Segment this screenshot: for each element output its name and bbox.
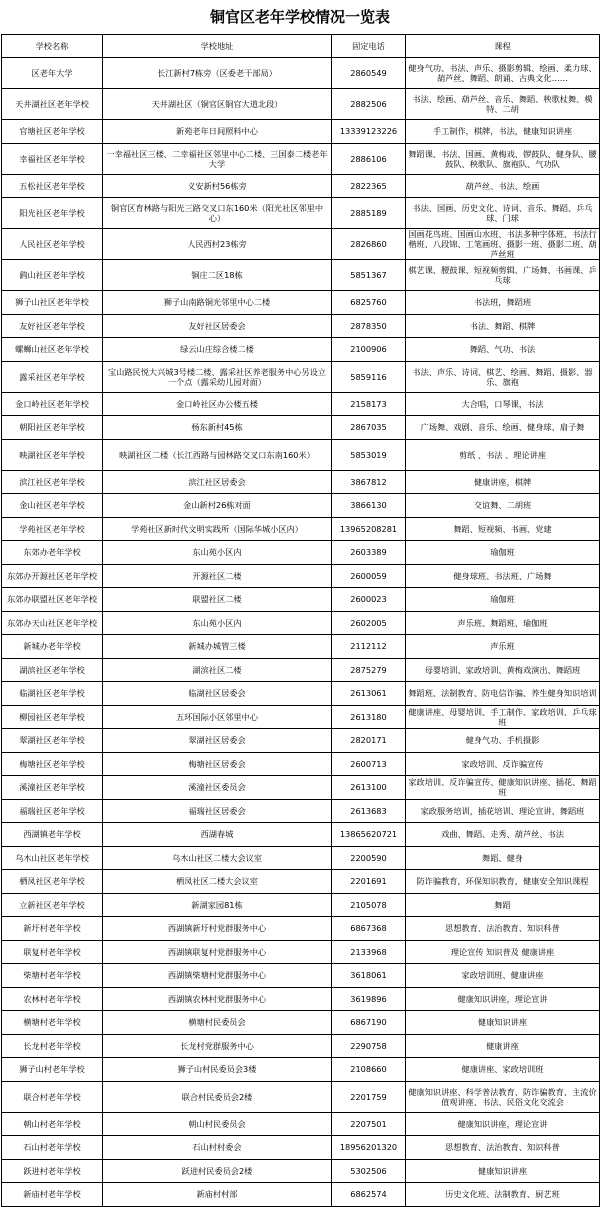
address-cell: 长龙村党群服务中心 [103,1034,332,1058]
table-row [2,846,600,870]
phone-cell: 2822365 [332,174,406,198]
courses-cell: 健康讲座、家政培训班 [406,1058,600,1082]
table-row [2,1058,600,1082]
phone-cell: 2878350 [332,314,406,338]
phone-cell: 18956201320 [332,1136,406,1160]
school-name-cell: 东郊办天山社区老年学校 [2,611,103,635]
phone-cell: 2600059 [332,564,406,588]
address-cell: 狮子山村民委员会3楼 [103,1058,332,1082]
phone-cell: 2613180 [332,705,406,729]
courses-cell: 舞蹈课、书法、国画、黄梅戏、锣鼓队、健身队、腰鼓队、秧歌队、旗袍队、气功队 [406,143,600,174]
phone-cell: 2201691 [332,870,406,894]
courses-cell: 家政服务培训，插花培训、理论宣讲、舞蹈班 [406,799,600,823]
courses-cell: 舞蹈 [406,893,600,917]
courses-cell: 历史文化班、法制教育、厨艺班 [406,1183,600,1207]
courses-cell: 健康知识讲座，理论宣讲 [406,987,600,1011]
courses-cell: 戏曲、舞蹈、走秀、葫芦丝、书法 [406,823,600,847]
header-name: 学校名称 [2,35,103,58]
school-name-cell: 阳光社区老年学校 [2,198,103,229]
courses-cell: 思想教育、法治教育、知识科普 [406,917,600,941]
address-cell: 石山村村委会 [103,1136,332,1160]
table-row [2,635,600,659]
address-cell: 西湖镇新圩村党群服务中心 [103,917,332,941]
table-row [2,439,600,470]
address-cell: 滨江社区居委会 [103,470,332,494]
school-name-cell: 立新社区老年学校 [2,893,103,917]
courses-cell: 书法、声乐、诗词、棋艺、绘画、舞蹈、摄影、器乐、旗袍 [406,361,600,392]
school-name-cell: 露采社区老年学校 [2,361,103,392]
table-row [2,682,600,706]
courses-cell: 健康知识讲座 [406,1159,600,1183]
school-name-cell: 金山社区老年学校 [2,494,103,518]
address-cell: 梅塘社区居委会 [103,752,332,776]
courses-cell: 舞蹈、健身 [406,846,600,870]
phone-cell: 2613061 [332,682,406,706]
courses-cell: 声乐班 [406,635,600,659]
table-row [2,799,600,823]
address-cell: 金口岭社区办公楼五楼 [103,392,332,416]
school-name-cell: 人民社区老年学校 [2,229,103,260]
courses-cell: 家政培训、反诈骗宣传 [406,752,600,776]
school-name-cell: 滨江社区老年学校 [2,470,103,494]
phone-cell: 6825760 [332,291,406,315]
address-cell: 联盟社区二楼 [103,588,332,612]
table-row [2,658,600,682]
school-name-cell: 幸福社区老年学校 [2,143,103,174]
school-name-cell: 东郊办联盟社区老年学校 [2,588,103,612]
school-name-cell: 东郊办开源社区老年学校 [2,564,103,588]
courses-cell: 健康讲座，棋牌 [406,470,600,494]
table-row [2,705,600,729]
address-cell: 临湖社区居委会 [103,682,332,706]
school-name-cell: 栖凤社区老年学校 [2,870,103,894]
courses-cell: 葫芦丝、书法、绘画 [406,174,600,198]
header-courses: 课程 [406,35,600,58]
address-cell: 铜官区育林路与阳光三路交叉口东160米（阳光社区邻里中心） [103,198,332,229]
courses-cell: 健康讲座 [406,1034,600,1058]
school-name-cell: 翠湖社区老年学校 [2,729,103,753]
courses-cell: 舞蹈、气功、书法 [406,338,600,362]
address-cell: 联合村民委员会2楼 [103,1081,332,1112]
phone-cell: 2860549 [332,58,406,89]
address-cell: 栖凤社区二楼大会议室 [103,870,332,894]
phone-cell: 13339123226 [332,120,406,144]
address-cell: 西湖镇柴塘村党群服务中心 [103,964,332,988]
table-body [2,58,600,1207]
table-row [2,1034,600,1058]
address-cell: 绿云山庄综合楼二楼 [103,338,332,362]
school-name-cell: 映湖社区老年学校 [2,439,103,470]
table-row [2,1081,600,1112]
table-row [2,416,600,440]
courses-cell: 健身气功、书法、声乐、摄影剪辑、绘画、柔力球、葫芦丝、舞蹈、朗诵、古典文化…… [406,58,600,89]
table-row [2,823,600,847]
courses-cell: 防诈骗教育，环保知识教育，健康安全知识课程 [406,870,600,894]
school-name-cell: 五松社区老年学校 [2,174,103,198]
address-cell: 一幸福社区三楼、二幸福社区邻里中心二楼、三国泰二楼老年大学 [103,143,332,174]
courses-cell: 舞蹈班、法制教育、防电信诈骗、养生健身知识培训 [406,682,600,706]
page-title: 铜官区老年学校情况一览表 [209,8,390,26]
address-cell: 西湖镇农林村党群服务中心 [103,987,332,1011]
phone-cell: 2820171 [332,729,406,753]
phone-cell: 2207501 [332,1112,406,1136]
table-row [2,1183,600,1207]
courses-cell: 书法、绘画、葫芦丝、音乐、舞蹈、秧歌杖舞、模特、二胡 [406,89,600,120]
courses-cell: 健康知识讲座，理论宣讲 [406,1112,600,1136]
phone-cell: 2875279 [332,658,406,682]
phone-cell: 5851367 [332,260,406,291]
address-cell: 新苑老年日间照料中心 [103,120,332,144]
phone-cell: 2613683 [332,799,406,823]
phone-cell: 13965208281 [332,517,406,541]
school-name-cell: 金口岭社区老年学校 [2,392,103,416]
address-cell: 五环国际小区邻里中心 [103,705,332,729]
phone-cell: 2826860 [332,229,406,260]
phone-cell: 2602005 [332,611,406,635]
phone-cell: 6862574 [332,1183,406,1207]
address-cell: 友好社区居委会 [103,314,332,338]
address-cell: 宝山路民悦大兴城3号楼二楼、露采社区养老服务中心另设立一个点（露采幼儿园对面） [103,361,332,392]
phone-cell: 2885189 [332,198,406,229]
table-row [2,1136,600,1160]
table-row [2,120,600,144]
table-row [2,1159,600,1183]
address-cell: 铜庄二区18栋 [103,260,332,291]
school-name-cell: 柳园社区老年学校 [2,705,103,729]
table-row [2,314,600,338]
school-name-cell: 溪潼社区老年学校 [2,776,103,800]
address-cell: 乌木山社区二楼大会议室 [103,846,332,870]
school-name-cell: 狮子山社区老年学校 [2,291,103,315]
table-row [2,517,600,541]
header-address: 学校地址 [103,35,332,58]
phone-cell: 2613100 [332,776,406,800]
phone-cell: 2603389 [332,541,406,565]
table-row [2,361,600,392]
table-row [2,58,600,89]
school-name-cell: 新圩村老年学校 [2,917,103,941]
address-cell: 朝山村民委员会 [103,1112,332,1136]
address-cell: 湖滨社区二楼 [103,658,332,682]
phone-cell: 2290758 [332,1034,406,1058]
address-cell: 东山苑小区内 [103,611,332,635]
address-cell: 溪潼社区委员会 [103,776,332,800]
phone-cell: 2112112 [332,635,406,659]
address-cell: 跃进村民委员会2楼 [103,1159,332,1183]
phone-cell: 3618061 [332,964,406,988]
courses-cell: 声乐班、舞蹈班、瑜伽班 [406,611,600,635]
courses-cell: 健身球班、书法班、广场舞 [406,564,600,588]
address-cell: 学苑社区新时代文明实践所（国际华城小区内） [103,517,332,541]
table-row [2,260,600,291]
school-name-cell: 西湖镇老年学校 [2,823,103,847]
address-cell: 新庙村村部 [103,1183,332,1207]
school-name-cell: 梅塘社区老年学校 [2,752,103,776]
phone-cell: 2600713 [332,752,406,776]
address-cell: 西湖春城 [103,823,332,847]
school-name-cell: 福瑞社区老年学校 [2,799,103,823]
school-name-cell: 临湖社区老年学校 [2,682,103,706]
table-row [2,940,600,964]
address-cell: 福瑞社区居委会 [103,799,332,823]
table-row [2,541,600,565]
school-name-cell: 湖滨社区老年学校 [2,658,103,682]
school-name-cell: 农林村老年学校 [2,987,103,1011]
phone-cell: 2886106 [332,143,406,174]
table-row [2,291,600,315]
school-name-cell: 友好社区老年学校 [2,314,103,338]
courses-cell: 瑜伽班 [406,588,600,612]
phone-cell: 2108660 [332,1058,406,1082]
phone-cell: 2100906 [332,338,406,362]
phone-cell: 5853019 [332,439,406,470]
school-name-cell: 新庙村老年学校 [2,1183,103,1207]
school-name-cell: 鹞山社区老年学校 [2,260,103,291]
phone-cell: 13865620721 [332,823,406,847]
courses-cell: 家政培训班、健康讲座 [406,964,600,988]
table-row [2,494,600,518]
phone-cell: 2133968 [332,940,406,964]
phone-cell: 2867035 [332,416,406,440]
school-name-cell: 长龙村老年学校 [2,1034,103,1058]
phone-cell: 3867812 [332,470,406,494]
courses-cell: 书法班，舞蹈班 [406,291,600,315]
courses-cell: 瑜伽班 [406,541,600,565]
table-row [2,987,600,1011]
table-row [2,338,600,362]
courses-cell: 广场舞、戏剧、音乐、绘画、健身球、扇子舞 [406,416,600,440]
school-name-cell: 狮子山村老年学校 [2,1058,103,1082]
address-cell: 天井湖社区（铜官区铜官大道北段） [103,89,332,120]
table-row [2,1112,600,1136]
table-row [2,752,600,776]
table-row [2,893,600,917]
table-row [2,143,600,174]
courses-cell: 书法、国画、历史文化、诗词、音乐、舞蹈、乒乓球、门球 [406,198,600,229]
address-cell: 新城办城管三楼 [103,635,332,659]
courses-cell: 健康讲座、母婴培训、手工制作、家政培训、乒乓球班 [406,705,600,729]
address-cell: 义安新村56栋旁 [103,174,332,198]
phone-cell: 2158173 [332,392,406,416]
courses-cell: 健康知识讲座 [406,1011,600,1035]
school-name-cell: 柴塘村老年学校 [2,964,103,988]
courses-cell: 健康知识讲座、科学普法教育、防诈骗教育、主流价值观讲座、书法、民俗文化交流会 [406,1081,600,1112]
table-row [2,470,600,494]
phone-cell: 5859116 [332,361,406,392]
table-row [2,588,600,612]
table-row [2,564,600,588]
courses-cell: 棋艺课、腰鼓课、短视频剪辑、广场舞、书画课、乒乓球 [406,260,600,291]
courses-cell: 母婴培训、家政培训、黄梅戏演出、舞蹈班 [406,658,600,682]
address-cell: 横塘村民委员会 [103,1011,332,1035]
school-name-cell: 螺蛳山社区老年学校 [2,338,103,362]
table-row [2,229,600,260]
table-row [2,1011,600,1035]
school-name-cell: 朝阳社区老年学校 [2,416,103,440]
address-cell: 人民西村23栋旁 [103,229,332,260]
school-name-cell: 区老年大学 [2,58,103,89]
phone-cell: 2105078 [332,893,406,917]
courses-cell: 舞蹈、短视频、书画、党建 [406,517,600,541]
address-cell: 新湖家园81栋 [103,893,332,917]
phone-cell: 5302506 [332,1159,406,1183]
address-cell: 金山新村26栋对面 [103,494,332,518]
address-cell: 狮子山南路铜光邻里中心二楼 [103,291,332,315]
courses-cell: 思想教育、法治教育、知识科普 [406,1136,600,1160]
courses-cell: 手工制作，棋牌，书法，健康知识讲座 [406,120,600,144]
courses-cell: 国画花鸟班、国画山水班、书法多种字体班、书法行楷班、八段锦、工笔画班、摄影一班、摄影二班、葫芦丝班 [406,229,600,260]
phone-cell: 2600023 [332,588,406,612]
courses-cell: 书法、舞蹈、棋牌 [406,314,600,338]
school-name-cell: 东郊办老年学校 [2,541,103,565]
school-name-cell: 天井湖社区老年学校 [2,89,103,120]
address-cell: 西湖镇联复村党群服务中心 [103,940,332,964]
table-row [2,870,600,894]
school-name-cell: 联复村老年学校 [2,940,103,964]
phone-cell: 6867368 [332,917,406,941]
table-row [2,89,600,120]
school-name-cell: 学苑社区老年学校 [2,517,103,541]
school-name-cell: 朝山村老年学校 [2,1112,103,1136]
schools-table [1,34,600,1207]
table-row [2,729,600,753]
address-cell: 翠湖社区居委会 [103,729,332,753]
header-phone: 固定电话 [332,35,406,58]
address-cell: 映湖社区二楼（长江西路与园林路交叉口东南160米） [103,439,332,470]
courses-cell: 理论宣传 知识普及 健康讲座 [406,940,600,964]
address-cell: 杨东新村45栋 [103,416,332,440]
courses-cell: 剪纸 、书法 、理论讲座 [406,439,600,470]
courses-cell: 交谊舞、二胡班 [406,494,600,518]
table-row [2,776,600,800]
address-cell: 长江新村7栋旁（区委老干部局） [103,58,332,89]
courses-cell: 大合唱，口琴课，书法 [406,392,600,416]
school-name-cell: 官塘社区老年学校 [2,120,103,144]
phone-cell: 3619896 [332,987,406,1011]
table-row [2,964,600,988]
phone-cell: 2201759 [332,1081,406,1112]
school-name-cell: 跃进村老年学校 [2,1159,103,1183]
phone-cell: 2200590 [332,846,406,870]
address-cell: 开源社区二楼 [103,564,332,588]
school-name-cell: 乌木山社区老年学校 [2,846,103,870]
school-name-cell: 新城办老年学校 [2,635,103,659]
school-name-cell: 横塘村老年学校 [2,1011,103,1035]
phone-cell: 6867190 [332,1011,406,1035]
table-row [2,392,600,416]
courses-cell: 家政培训、反诈骗宣传、健康知识讲座、插花、舞蹈班 [406,776,600,800]
school-name-cell: 石山村老年学校 [2,1136,103,1160]
table-row [2,198,600,229]
phone-cell: 2882506 [332,89,406,120]
header-row [2,35,600,58]
address-cell: 东山苑小区内 [103,541,332,565]
table-row [2,174,600,198]
school-name-cell: 联合村老年学校 [2,1081,103,1112]
table-row [2,611,600,635]
table-row [2,917,600,941]
phone-cell: 3866130 [332,494,406,518]
courses-cell: 健身气功、手机摄影 [406,729,600,753]
